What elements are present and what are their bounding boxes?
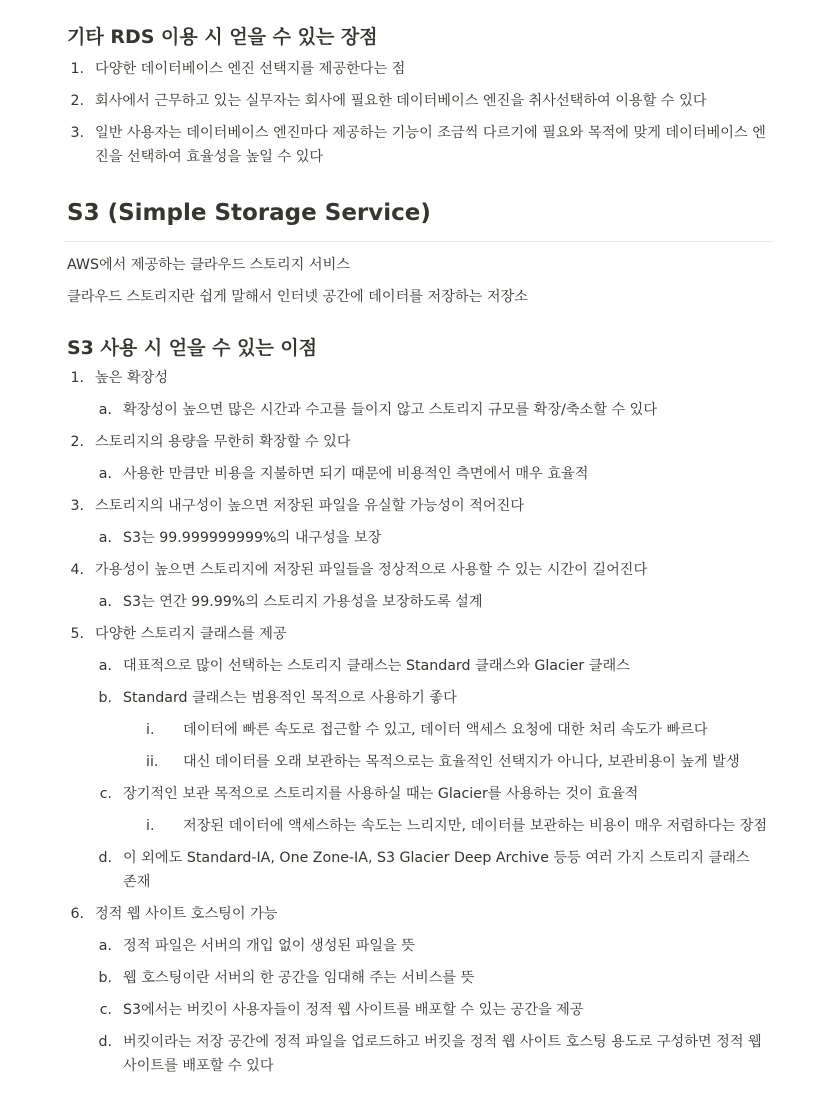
sub-sub-list-marker: ii. xyxy=(146,754,159,770)
list-item: 높은 확장성 xyxy=(95,370,169,386)
s3-benefits-heading: S3 사용 시 얻을 수 있는 이점 xyxy=(67,337,318,359)
list-marker: 1. xyxy=(70,370,84,386)
list-marker: 2. xyxy=(70,93,84,109)
paragraph: 클라우드 스토리지란 쉽게 말해서 인터넷 공간에 데이터를 저장하는 저장소 xyxy=(67,289,528,305)
sub-list-item: S3는 연간 99.99%의 스토리지 가용성을 보장하도록 설계 xyxy=(123,594,483,610)
sub-list-item: 장기적인 보관 목적으로 스토리지를 사용하실 때는 Glacier를 사용하는 것이 효율적 xyxy=(123,786,639,802)
sub-list-item: 이 외에도 Standard-IA, One Zone-IA, S3 Glacier Deep Archive 등등 여러 가지 스토리지 클래스 xyxy=(123,850,750,866)
sub-list-marker: b. xyxy=(98,690,112,706)
list-item: 일반 사용자는 데이터베이스 엔진마다 제공하는 기능이 조금씩 다르기에 필요와 목적에 맞게 데이터베이스 엔 xyxy=(95,125,766,141)
sub-list-marker: a. xyxy=(98,530,112,546)
list-marker: 3. xyxy=(70,125,84,141)
sub-list-item: S3에서는 버킷이 사용자들이 정적 웹 사이트를 배포할 수 있는 공간을 제공 xyxy=(123,1002,584,1018)
sub-sub-list-item: 데이터에 빠른 속도로 접근할 수 있고, 데이터 액세스 요청에 대한 처리 속도가 빠르다 xyxy=(183,722,708,738)
sub-list-item: 대표적으로 많이 선택하는 스토리지 클래스는 Standard 클래스와 Glacier 클래스 xyxy=(123,658,630,674)
sub-list-item-continuation: 존재 xyxy=(123,874,151,890)
sub-sub-list-item: 저장된 데이터에 액세스하는 속도는 느리지만, 데이터를 보관하는 비용이 매우 저렴하다는 장점 xyxy=(183,818,768,834)
sub-list-marker: a. xyxy=(98,594,112,610)
list-item-continuation: 진을 선택하여 효율성을 높일 수 있다 xyxy=(95,149,324,165)
list-item: 다양한 데이터베이스 엔진 선택지를 제공한다는 점 xyxy=(95,61,406,77)
sub-sub-list-marker: i. xyxy=(146,722,155,738)
sub-list-item: 확장성이 높으면 많은 시간과 수고를 들이지 않고 스토리지 규모를 확장/축소할 수 있다 xyxy=(123,402,658,418)
sub-list-item: S3는 99.999999999%의 내구성을 보장 xyxy=(123,530,382,546)
sub-list-marker: a. xyxy=(98,466,112,482)
list-marker: 2. xyxy=(70,434,84,450)
sub-list-marker: a. xyxy=(98,402,112,418)
list-marker: 3. xyxy=(70,498,84,514)
sub-list-item: 버킷이라는 저장 공간에 정적 파일을 업로드하고 버킷을 정적 웹 사이트 호스팅 용도로 구성하면 정적 웹 xyxy=(123,1034,762,1050)
sub-sub-list-marker: i. xyxy=(146,818,155,834)
sub-list-item-continuation: 사이트를 배포할 수 있다 xyxy=(123,1058,274,1074)
list-marker: 4. xyxy=(70,562,84,578)
heading-divider xyxy=(64,241,773,242)
list-item: 정적 웹 사이트 호스팅이 가능 xyxy=(95,906,278,922)
list-marker: 1. xyxy=(70,61,84,77)
list-item: 스토리지의 내구성이 높으면 저장된 파일을 유실할 가능성이 적어진다 xyxy=(95,498,525,514)
sub-list-marker: a. xyxy=(98,938,112,954)
sub-list-item: 정적 파일은 서버의 개입 없이 생성된 파일을 뜻 xyxy=(123,938,415,954)
list-item: 스토리지의 용량을 무한히 확장할 수 있다 xyxy=(95,434,351,450)
sub-list-item: 사용한 만큼만 비용을 지불하면 되기 때문에 비용적인 측면에서 매우 효율적 xyxy=(123,466,589,482)
list-marker: 6. xyxy=(70,906,84,922)
sub-list-item: Standard 클래스는 범용적인 목적으로 사용하기 좋다 xyxy=(123,690,457,706)
paragraph: AWS에서 제공하는 클라우드 스토리지 서비스 xyxy=(67,257,350,273)
sub-list-marker: d. xyxy=(98,850,112,866)
s3-heading: S3 (Simple Storage Service) xyxy=(67,200,431,226)
rds-advantages-heading: 기타 RDS 이용 시 얻을 수 있는 장점 xyxy=(67,26,378,48)
sub-sub-list-item: 대신 데이터를 오래 보관하는 목적으로는 효율적인 선택지가 아니다, 보관비용이 높게 발생 xyxy=(183,754,740,770)
sub-list-marker: c. xyxy=(99,1002,112,1018)
sub-list-item: 웹 호스팅이란 서버의 한 공간을 임대해 주는 서비스를 뜻 xyxy=(123,970,475,986)
list-item: 가용성이 높으면 스토리지에 저장된 파일들을 정상적으로 사용할 수 있는 시간이 길어진다 xyxy=(95,562,648,578)
list-item: 회사에서 근무하고 있는 실무자는 회사에 필요한 데이터베이스 엔진을 취사선택하여 이용할 수 있다 xyxy=(95,93,707,109)
sub-list-marker: b. xyxy=(98,970,112,986)
list-item: 다양한 스토리지 클래스를 제공 xyxy=(95,626,287,642)
sub-list-marker: c. xyxy=(99,786,112,802)
sub-list-marker: d. xyxy=(98,1034,112,1050)
list-marker: 5. xyxy=(70,626,84,642)
sub-list-marker: a. xyxy=(98,658,112,674)
